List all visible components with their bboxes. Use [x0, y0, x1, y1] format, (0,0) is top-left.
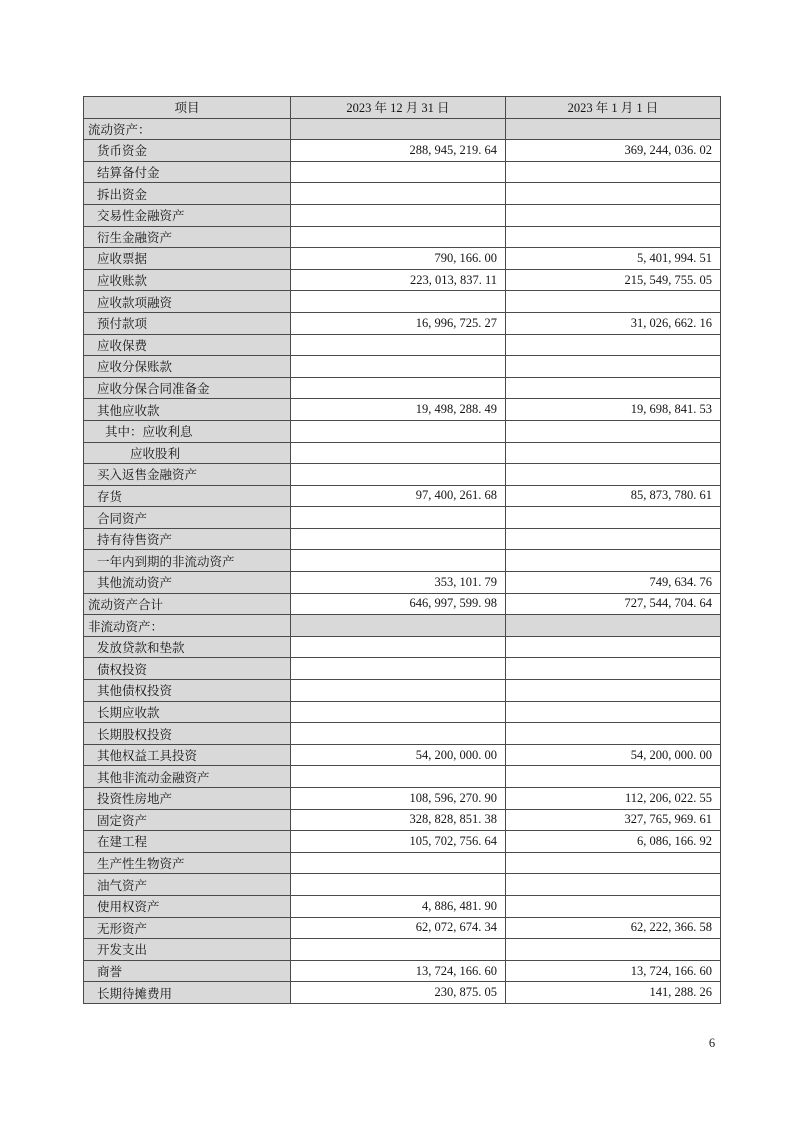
table-row — [84, 701, 721, 723]
value-2023-1-1-cell — [506, 615, 721, 637]
value-2023-1-1-cell: 369, 244, 036. 02 — [506, 140, 721, 162]
header-date-2023-12-31: 2023 年 12 月 31 日 — [291, 97, 506, 119]
table-row — [84, 744, 721, 766]
value-2023-12-31-cell: 97, 400, 261. 68 — [291, 485, 506, 507]
value-2023-12-31-cell — [291, 226, 506, 248]
value-2023-12-31-cell — [291, 442, 506, 464]
table-row — [84, 831, 721, 853]
value-2023-1-1-cell — [506, 334, 721, 356]
value-2023-1-1-cell: 13, 724, 166. 60 — [506, 960, 721, 982]
value-2023-1-1-cell — [506, 852, 721, 874]
value-2023-12-31-cell: 105, 702, 756. 64 — [291, 831, 506, 853]
item-label-cell: 流动资产合计 — [84, 593, 291, 615]
value-2023-1-1-cell — [506, 356, 721, 378]
value-2023-12-31-cell — [291, 658, 506, 680]
value-2023-1-1-cell: 112, 206, 022. 55 — [506, 788, 721, 810]
table-row — [84, 291, 721, 313]
value-2023-1-1-cell — [506, 636, 721, 658]
value-2023-1-1-cell: 54, 200, 000. 00 — [506, 744, 721, 766]
item-label-cell: 生产性生物资产 — [84, 852, 291, 874]
table-row — [84, 788, 721, 810]
value-2023-1-1-cell — [506, 377, 721, 399]
item-label-cell: 应收分保账款 — [84, 356, 291, 378]
value-2023-12-31-cell: 62, 072, 674. 34 — [291, 917, 506, 939]
table-row — [84, 680, 721, 702]
item-label-cell: 持有待售资产 — [84, 528, 291, 550]
value-2023-1-1-cell — [506, 226, 721, 248]
value-2023-1-1-cell — [506, 550, 721, 572]
table-row — [84, 723, 721, 745]
value-2023-12-31-cell — [291, 852, 506, 874]
item-label-cell: 应收保费 — [84, 334, 291, 356]
table-row — [84, 485, 721, 507]
table-row — [84, 593, 721, 615]
value-2023-12-31-cell — [291, 118, 506, 140]
item-label-cell: 油气资产 — [84, 874, 291, 896]
value-2023-1-1-cell — [506, 658, 721, 680]
table-row — [84, 183, 721, 205]
value-2023-1-1-cell — [506, 464, 721, 486]
item-label-cell: 其他债权投资 — [84, 680, 291, 702]
value-2023-12-31-cell: 646, 997, 599. 98 — [291, 593, 506, 615]
value-2023-1-1-cell: 6, 086, 166. 92 — [506, 831, 721, 853]
value-2023-1-1-cell — [506, 291, 721, 313]
value-2023-1-1-cell: 749, 634. 76 — [506, 572, 721, 594]
value-2023-12-31-cell — [291, 334, 506, 356]
value-2023-12-31-cell: 16, 996, 725. 27 — [291, 312, 506, 334]
value-2023-12-31-cell: 223, 013, 837. 11 — [291, 269, 506, 291]
value-2023-1-1-cell: 141, 288. 26 — [506, 982, 721, 1004]
section-row — [84, 615, 721, 637]
table-row — [84, 140, 721, 162]
item-label-cell: 应收分保合同准备金 — [84, 377, 291, 399]
table-body — [84, 118, 721, 1003]
value-2023-1-1-cell — [506, 118, 721, 140]
item-label-cell: 使用权资产 — [84, 895, 291, 917]
value-2023-12-31-cell — [291, 939, 506, 961]
value-2023-1-1-cell — [506, 507, 721, 529]
value-2023-1-1-cell — [506, 528, 721, 550]
item-label-cell: 衍生金融资产 — [84, 226, 291, 248]
value-2023-12-31-cell — [291, 464, 506, 486]
item-label-cell: 一年内到期的非流动资产 — [84, 550, 291, 572]
item-label-cell: 预付款项 — [84, 312, 291, 334]
balance-sheet-table — [83, 96, 721, 1004]
item-label-cell: 其中：应收利息 — [84, 420, 291, 442]
table-row — [84, 939, 721, 961]
value-2023-12-31-cell — [291, 680, 506, 702]
value-2023-12-31-cell — [291, 420, 506, 442]
table-row — [84, 982, 721, 1004]
table-row — [84, 204, 721, 226]
table-row — [84, 550, 721, 572]
value-2023-12-31-cell: 328, 828, 851. 38 — [291, 809, 506, 831]
item-label-cell: 发放贷款和垫款 — [84, 636, 291, 658]
item-label-cell: 其他非流动金融资产 — [84, 766, 291, 788]
table-row — [84, 420, 721, 442]
value-2023-12-31-cell — [291, 204, 506, 226]
value-2023-12-31-cell — [291, 356, 506, 378]
value-2023-12-31-cell — [291, 291, 506, 313]
value-2023-1-1-cell — [506, 939, 721, 961]
value-2023-12-31-cell — [291, 874, 506, 896]
value-2023-1-1-cell — [506, 701, 721, 723]
value-2023-1-1-cell: 85, 873, 780. 61 — [506, 485, 721, 507]
item-label-cell: 长期待摊费用 — [84, 982, 291, 1004]
item-label-cell: 长期股权投资 — [84, 723, 291, 745]
value-2023-12-31-cell: 230, 875. 05 — [291, 982, 506, 1004]
value-2023-1-1-cell — [506, 420, 721, 442]
table-row — [84, 377, 721, 399]
table-row — [84, 658, 721, 680]
header-row — [84, 97, 721, 119]
section-row — [84, 118, 721, 140]
value-2023-12-31-cell: 54, 200, 000. 00 — [291, 744, 506, 766]
value-2023-12-31-cell — [291, 507, 506, 529]
value-2023-1-1-cell: 327, 765, 969. 61 — [506, 809, 721, 831]
table-row — [84, 809, 721, 831]
value-2023-1-1-cell: 31, 026, 662. 16 — [506, 312, 721, 334]
item-label-cell: 固定资产 — [84, 809, 291, 831]
value-2023-12-31-cell: 353, 101. 79 — [291, 572, 506, 594]
item-label-cell: 交易性金融资产 — [84, 204, 291, 226]
item-label-cell: 长期应收款 — [84, 701, 291, 723]
value-2023-12-31-cell — [291, 723, 506, 745]
item-label-cell: 非流动资产： — [84, 615, 291, 637]
item-label-cell: 无形资产 — [84, 917, 291, 939]
value-2023-1-1-cell — [506, 680, 721, 702]
table-row — [84, 874, 721, 896]
value-2023-12-31-cell: 790, 166. 00 — [291, 248, 506, 270]
value-2023-12-31-cell — [291, 701, 506, 723]
item-label-cell: 开发支出 — [84, 939, 291, 961]
value-2023-12-31-cell: 13, 724, 166. 60 — [291, 960, 506, 982]
table-row — [84, 766, 721, 788]
value-2023-1-1-cell — [506, 204, 721, 226]
item-label-cell: 应收股利 — [84, 442, 291, 464]
item-label-cell: 在建工程 — [84, 831, 291, 853]
item-label-cell: 应收款项融资 — [84, 291, 291, 313]
table-row — [84, 312, 721, 334]
table-row — [84, 399, 721, 421]
value-2023-12-31-cell — [291, 183, 506, 205]
item-label-cell: 其他权益工具投资 — [84, 744, 291, 766]
header-item-column: 项目 — [84, 97, 291, 119]
value-2023-12-31-cell: 288, 945, 219. 64 — [291, 140, 506, 162]
value-2023-1-1-cell: 727, 544, 704. 64 — [506, 593, 721, 615]
value-2023-12-31-cell — [291, 615, 506, 637]
value-2023-1-1-cell — [506, 766, 721, 788]
value-2023-1-1-cell: 215, 549, 755. 05 — [506, 269, 721, 291]
value-2023-12-31-cell — [291, 377, 506, 399]
table-row — [84, 464, 721, 486]
table-row — [84, 507, 721, 529]
table-row — [84, 960, 721, 982]
value-2023-12-31-cell — [291, 550, 506, 572]
item-label-cell: 应收账款 — [84, 269, 291, 291]
value-2023-1-1-cell: 19, 698, 841. 53 — [506, 399, 721, 421]
item-label-cell: 存货 — [84, 485, 291, 507]
value-2023-12-31-cell: 4, 886, 481. 90 — [291, 895, 506, 917]
value-2023-1-1-cell: 62, 222, 366. 58 — [506, 917, 721, 939]
value-2023-1-1-cell — [506, 161, 721, 183]
value-2023-1-1-cell — [506, 723, 721, 745]
table-row — [84, 852, 721, 874]
value-2023-1-1-cell — [506, 442, 721, 464]
table-row — [84, 895, 721, 917]
table-row — [84, 572, 721, 594]
value-2023-12-31-cell — [291, 161, 506, 183]
table-row — [84, 356, 721, 378]
table-row — [84, 161, 721, 183]
value-2023-1-1-cell: 5, 401, 994. 51 — [506, 248, 721, 270]
item-label-cell: 债权投资 — [84, 658, 291, 680]
item-label-cell: 拆出资金 — [84, 183, 291, 205]
table-row — [84, 528, 721, 550]
value-2023-1-1-cell — [506, 874, 721, 896]
item-label-cell: 买入返售金融资产 — [84, 464, 291, 486]
table-row — [84, 917, 721, 939]
item-label-cell: 应收票据 — [84, 248, 291, 270]
table-row — [84, 442, 721, 464]
item-label-cell: 结算备付金 — [84, 161, 291, 183]
item-label-cell: 其他流动资产 — [84, 572, 291, 594]
item-label-cell: 投资性房地产 — [84, 788, 291, 810]
item-label-cell: 流动资产： — [84, 118, 291, 140]
item-label-cell: 其他应收款 — [84, 399, 291, 421]
item-label-cell: 货币资金 — [84, 140, 291, 162]
value-2023-12-31-cell: 19, 498, 288. 49 — [291, 399, 506, 421]
header-date-2023-1-1: 2023 年 1 月 1 日 — [506, 97, 721, 119]
table-row — [84, 248, 721, 270]
value-2023-12-31-cell — [291, 528, 506, 550]
table-row — [84, 334, 721, 356]
value-2023-1-1-cell — [506, 183, 721, 205]
table-row — [84, 269, 721, 291]
table-row — [84, 636, 721, 658]
value-2023-12-31-cell — [291, 636, 506, 658]
value-2023-12-31-cell — [291, 766, 506, 788]
item-label-cell: 合同资产 — [84, 507, 291, 529]
item-label-cell: 商誉 — [84, 960, 291, 982]
page-number: 6 — [708, 1036, 716, 1050]
value-2023-12-31-cell: 108, 596, 270. 90 — [291, 788, 506, 810]
value-2023-1-1-cell — [506, 895, 721, 917]
balance-sheet-table-container — [83, 96, 720, 1004]
table-row — [84, 226, 721, 248]
